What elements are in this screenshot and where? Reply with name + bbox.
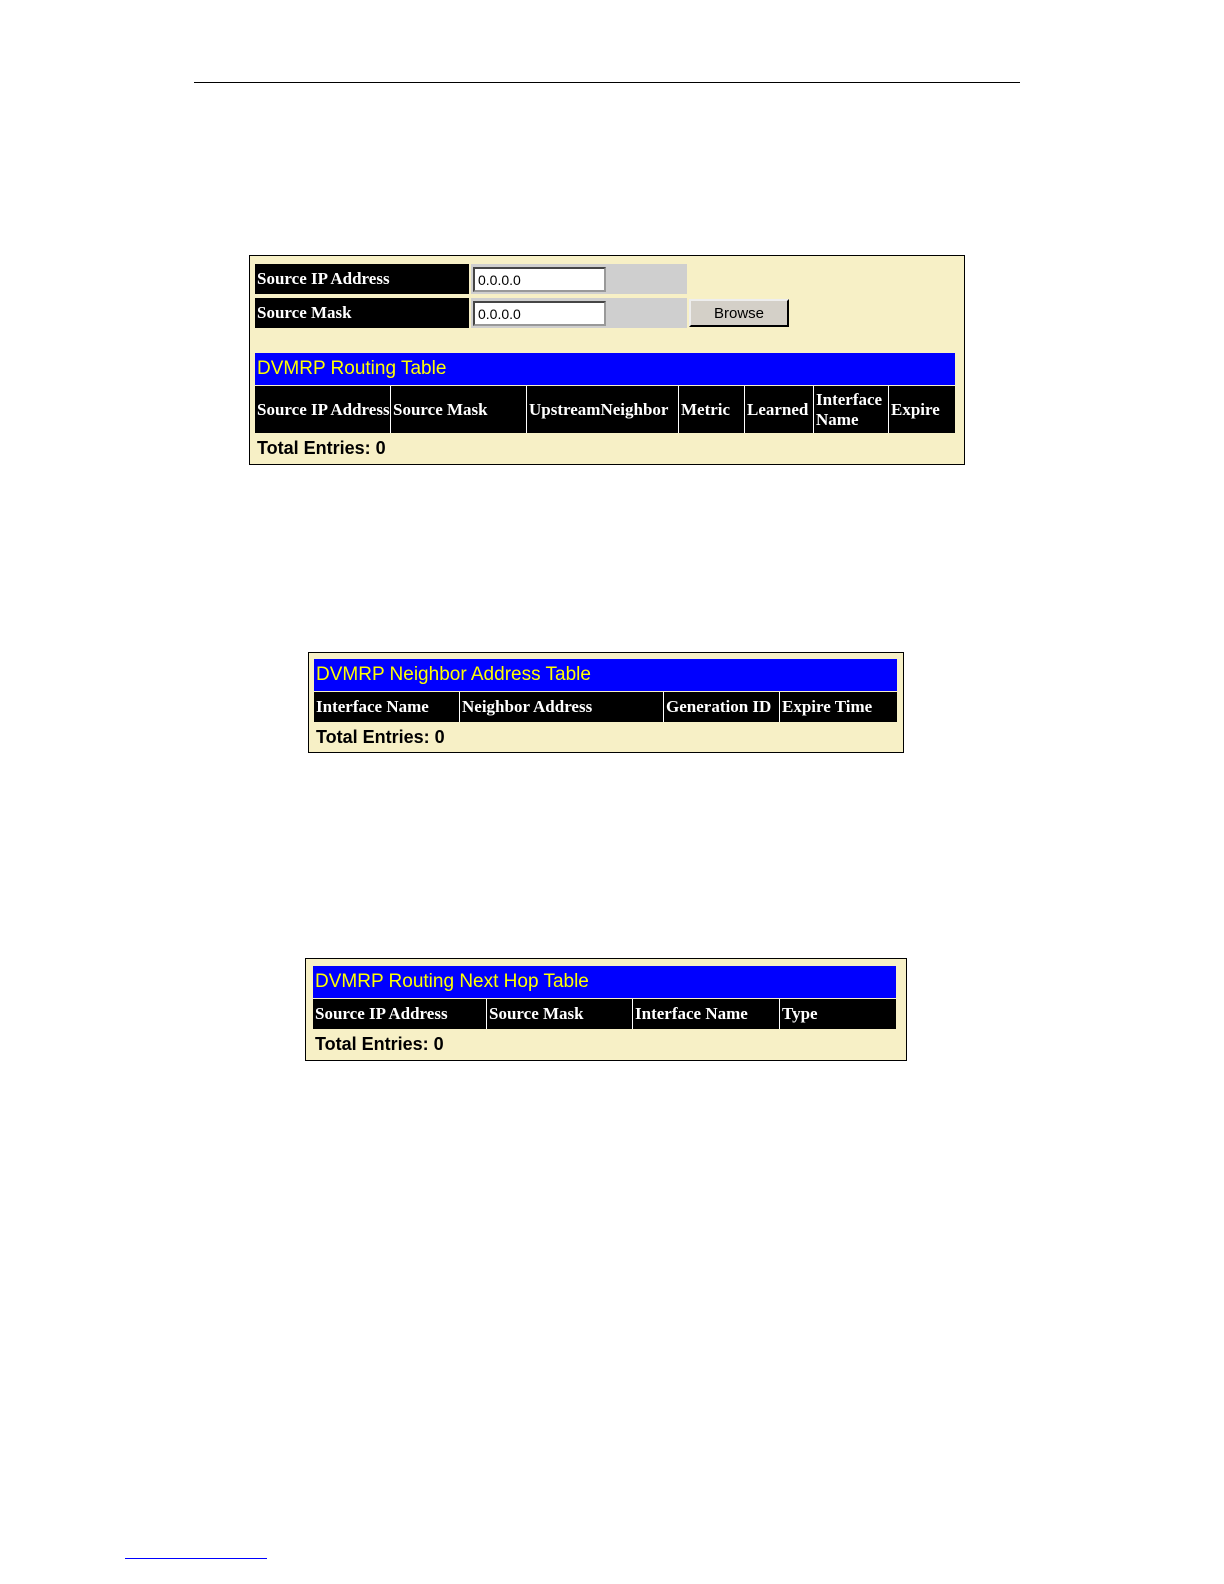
source-mask-label: Source Mask: [255, 298, 469, 328]
col-source-ip: Source IP Address: [255, 386, 391, 433]
col-learned: Learned: [745, 386, 814, 433]
dvmrp-neighbor-table-panel: [308, 652, 904, 753]
col-expire: Expire: [891, 399, 940, 419]
nexthop-total-entries: Total Entries: 0: [315, 1033, 444, 1054]
source-mask-input[interactable]: 0.0.0.0: [473, 301, 606, 326]
col-source-mask: Source Mask: [487, 999, 633, 1029]
col-interface-name: Interface Name: [314, 692, 460, 722]
col-upstream-neighbor: UpstreamNeighbor: [527, 386, 679, 433]
routing-table-header: [255, 386, 955, 433]
col-neighbor-address: Neighbor Address: [460, 692, 664, 722]
col-interface-name: Interface Name: [814, 386, 889, 433]
source-ip-input[interactable]: 0.0.0.0: [473, 267, 606, 292]
routing-total-entries: Total Entries: 0: [257, 437, 386, 458]
nexthop-table-header: [313, 999, 896, 1029]
page-header-rule: [194, 82, 1020, 83]
page-footer-rule: [125, 1558, 267, 1559]
col-metric: Metric: [679, 386, 745, 433]
col-generation-id: Generation ID: [664, 692, 780, 722]
nexthop-table-title: DVMRP Routing Next Hop Table: [313, 966, 896, 998]
routing-table-title: DVMRP Routing Table: [255, 353, 955, 385]
col-source-ip: Source IP Address: [313, 999, 487, 1029]
col-type: Type: [782, 1004, 818, 1023]
col-interface-name: Interface Name: [633, 999, 780, 1029]
col-source-mask: Source Mask: [391, 386, 527, 433]
neighbor-table-title: DVMRP Neighbor Address Table: [314, 659, 897, 691]
neighbor-table-header: [314, 692, 897, 722]
source-ip-label: Source IP Address: [255, 264, 469, 294]
neighbor-total-entries: Total Entries: 0: [316, 726, 445, 747]
col-expire-time: Expire Time: [782, 697, 873, 716]
browse-button[interactable]: Browse: [689, 299, 789, 327]
dvmrp-routing-table-panel: [249, 255, 965, 465]
dvmrp-nexthop-table-panel: [305, 958, 907, 1061]
